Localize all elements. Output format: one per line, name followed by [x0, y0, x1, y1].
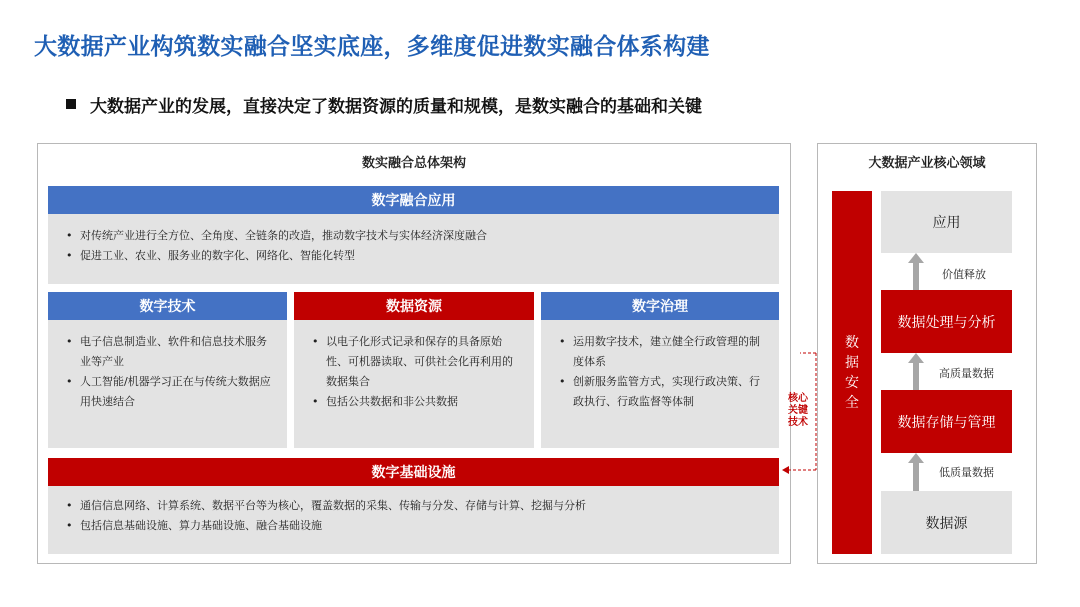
arrow-up-icon [907, 353, 925, 390]
security-char-4: 全 [845, 394, 859, 411]
data-source-box: 数据源 [881, 491, 1012, 554]
core-domain-panel-title: 大数据产业核心领域 [868, 156, 986, 171]
infrastructure-bullet-2: • 包括信息基础设施、算力基础设施、融合基础设施 [66, 516, 779, 536]
infrastructure-header: 数字基础设施 [48, 458, 779, 486]
data-security-bar [832, 191, 872, 554]
governance-bullet-2: • 创新服务监管方式，实现行政决策、行政执行、行政监督等体制 [559, 372, 767, 412]
high-quality-label: 高质量数据 [939, 367, 994, 380]
tech-body [48, 320, 287, 448]
page-title: 大数据产业构筑数实融合坚实底座，多维度促进数实融合体系构建 [34, 34, 710, 60]
core-domain-panel [817, 143, 1037, 564]
core-tech-label-line-2: 关键 [788, 405, 808, 416]
core-tech-label-line-1: 核心 [788, 393, 808, 404]
application-header: 数字融合应用 [48, 186, 779, 214]
resources-bullet-2: • 包括公共数据和非公共数据 [312, 392, 522, 412]
value-release-label: 价值释放 [942, 268, 986, 281]
tech-bullet-1: • 电子信息制造业、软件和信息技术服务业等产业 [66, 332, 275, 372]
arrow-up-icon [907, 253, 925, 290]
infrastructure-body [48, 486, 779, 554]
security-char-1: 数 [845, 334, 859, 351]
tech-bullet-2: • 人工智能/机器学习正在与传统大数据应用快速结合 [66, 372, 275, 412]
resources-bullet-1: • 以电子化形式记录和保存的具备原始性、可机器读取、可供社会化再利用的数据集合 [312, 332, 522, 392]
infrastructure-bullet-1: • 通信信息网络、计算系统、数据平台等为核心，覆盖数据的采集、传输与分发、存储与计算、挖掘与分析 [66, 496, 779, 516]
application-bullet-1: • 对传统产业进行全方位、全角度、全链条的改造，推动数字技术与实体经济深度融合 [66, 226, 779, 246]
governance-header: 数字治理 [541, 292, 779, 320]
application-bullet-2: • 促进工业、农业、服务业的数字化、网络化、智能化转型 [66, 246, 779, 266]
tech-header: 数字技术 [48, 292, 287, 320]
bullet-square-icon [66, 99, 76, 109]
storage-box: 数据存储与管理 [881, 390, 1012, 453]
governance-bullet-1: • 运用数字技术，建立健全行政管理的制度体系 [559, 332, 767, 372]
governance-body [541, 320, 779, 448]
security-char-3: 安 [845, 374, 859, 391]
architecture-panel-title: 数实融合总体架构 [361, 156, 466, 171]
security-char-2: 据 [845, 354, 859, 371]
application-box: 应用 [881, 191, 1012, 253]
application-body [48, 214, 779, 284]
resources-header: 数据资源 [294, 292, 534, 320]
processing-box: 数据处理与分析 [881, 290, 1012, 353]
resources-body [294, 320, 534, 448]
low-quality-label: 低质量数据 [939, 466, 994, 479]
page-subtitle: 大数据产业的发展，直接决定了数据资源的质量和规模，是数实融合的基础和关键 [90, 97, 702, 117]
core-tech-label [784, 393, 812, 429]
architecture-panel [37, 143, 791, 564]
arrow-up-icon [907, 453, 925, 491]
core-tech-label-line-3: 技术 [788, 417, 808, 428]
